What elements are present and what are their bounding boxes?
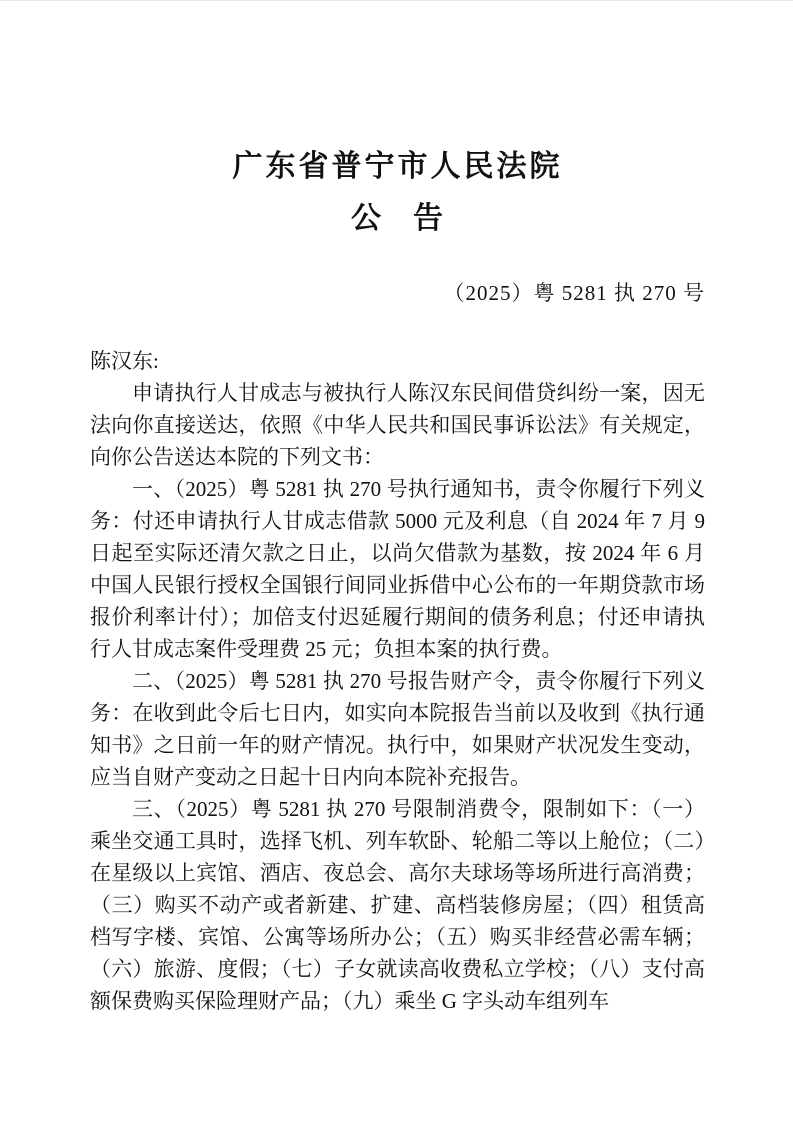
case-number: （2025）粤 5281 执 270 号: [443, 281, 705, 305]
court-name-heading: 广东省普宁市人民法院: [232, 150, 563, 183]
addressee-salutation: 陈汉东:: [90, 349, 159, 373]
paragraph-property-report-order: 二、（2025）粤 5281 执 270 号报告财产令，责令你履行下列义务：在收到此令后七日内，如实向本院报告当前以及收到《执行通知书》之日前一年的财产情况。执行中，如果财产状况发生变动，应当自财产变动之日起十日内向本院补充报告。: [90, 669, 705, 789]
paragraph-consumption-restriction-order: 三、（2025）粤 5281 执 270 号限制消费令，限制如下：（一）乘坐交通工具时，选择飞机、列车软卧、轮船二等以上舱位；（二）在星级以上宾馆、酒店、夜总会、高尔夫球场等场所进行高消费；（三）购买不动产或者新建、扩建、高档装修房屋；（四）租赁高档写字楼、宾馆、公寓等场所办公；（五）购买非经营必需车辆；（六）旅游、度假；（七）子女就读高收费私立学校；（八）支付高额保费购买保险理财产品；（九）乘坐 G 字头动车组列车: [90, 797, 705, 1013]
notice-title: 公 告: [351, 202, 444, 235]
paragraph-intro: 申请执行人甘成志与被执行人陈汉东民间借贷纠纷一案，因无法向你直接送达，依照《中华人民共和国民事诉讼法》有关规定，向你公告送达本院的下列文书：: [90, 381, 705, 469]
paragraph-execution-notice: 一、（2025）粤 5281 执 270 号执行通知书，责令你履行下列义务：付还申请执行人甘成志借款 5000 元及利息（自 2024 年 7 月 9 日起至实际还清欠款之日止，以尚欠借款为基数，按 2024 年 6 月中国人民银行授权全国银行间同业拆借中心公布的一年期贷款市场报价利率计付）；加倍支付迟延履行期间的债务利息；付还申请执行人甘成志案件受理费 25 元；负担本案的执行费。: [90, 477, 705, 661]
